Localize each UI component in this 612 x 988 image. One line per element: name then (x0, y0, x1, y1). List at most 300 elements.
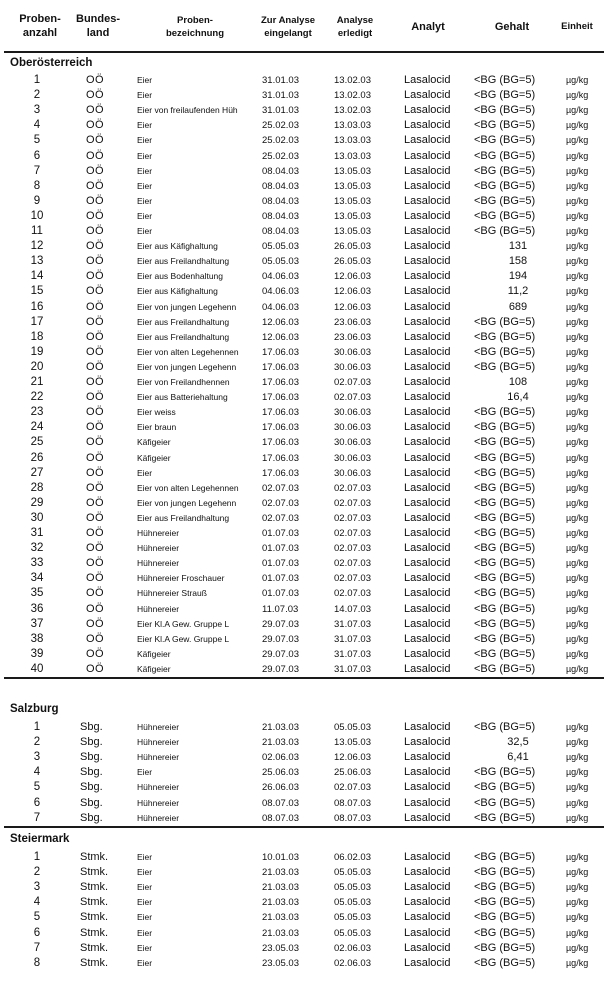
date-received: 21.03.03 (262, 912, 299, 924)
unit: µg/kg (566, 797, 589, 808)
content: <BG (BG=5) (474, 194, 536, 207)
content: <BG (BG=5) (474, 811, 536, 824)
date-received: 25.02.03 (262, 120, 299, 132)
date-received: 21.03.03 (262, 927, 299, 939)
unit: µg/kg (566, 301, 589, 312)
state: OÖ (86, 300, 105, 313)
content: <BG (BG=5) (474, 496, 536, 509)
unit: µg/kg (566, 558, 589, 569)
date-completed: 02.07.03 (334, 528, 371, 539)
table-row (0, 360, 612, 375)
unit: µg/kg (566, 867, 589, 878)
state: OÖ (86, 391, 105, 404)
sample-name: Eier (137, 867, 153, 878)
state: OÖ (86, 255, 105, 268)
sample-number: 1 (33, 74, 41, 86)
date-received: 17.06.03 (262, 407, 299, 419)
table-row (0, 526, 612, 541)
date-completed: 23.06.03 (334, 331, 371, 343)
sample-number: 7 (33, 164, 41, 177)
state: Sbg. (80, 736, 103, 749)
table-row (0, 149, 612, 164)
date-completed: 13.02.03 (334, 90, 371, 102)
analyte: Lasalocid (404, 811, 451, 824)
sample-number: 5 (33, 781, 41, 794)
unit: µg/kg (566, 437, 589, 448)
content: <BG (BG=5) (474, 406, 536, 419)
sample-number: 8 (33, 956, 41, 969)
date-completed: 08.07.03 (334, 797, 371, 809)
unit: µg/kg (566, 241, 589, 252)
analyte: Lasalocid (404, 617, 451, 630)
date-received: 25.06.03 (262, 767, 299, 779)
content: <BG (BG=5) (474, 149, 536, 162)
date-received: 01.07.03 (262, 543, 299, 555)
unit: µg/kg (566, 165, 589, 176)
content: <BG (BG=5) (474, 119, 536, 132)
date-completed: 30.06.03 (334, 346, 371, 358)
state: OÖ (86, 647, 105, 660)
date-completed: 13.03.03 (334, 135, 371, 147)
date-completed: 30.06.03 (334, 422, 371, 434)
state: OÖ (86, 225, 105, 237)
state: OÖ (86, 285, 105, 298)
date-completed: 13.03.03 (334, 120, 371, 132)
table-row (0, 420, 612, 435)
sample-number: 17 (30, 315, 44, 328)
content: <BG (BG=5) (474, 179, 536, 192)
sample-number: 26 (30, 451, 44, 464)
section-rule (4, 826, 604, 828)
analyte: Lasalocid (404, 345, 451, 358)
date-received: 17.06.03 (262, 377, 299, 388)
date-received: 31.01.03 (262, 75, 299, 86)
sample-number: 7 (33, 941, 41, 954)
content: <BG (BG=5) (474, 896, 536, 909)
analyte: Lasalocid (404, 240, 451, 253)
sample-number: 4 (33, 119, 41, 132)
state: OÖ (86, 542, 105, 555)
table-row (0, 435, 612, 450)
unit: µg/kg (566, 782, 589, 793)
content: <BG (BG=5) (474, 315, 536, 328)
content: <BG (BG=5) (474, 225, 536, 237)
sample-name: Eier Kl.A Gew. Gruppe L (137, 618, 230, 629)
sample-number: 35 (30, 587, 44, 600)
state: OÖ (86, 527, 105, 539)
sample-name: Käfigeier (137, 663, 171, 674)
sample-name: Eier (137, 195, 153, 206)
sample-name: Eier aus Bodenhaltung (137, 271, 224, 282)
state: OÖ (86, 481, 105, 494)
sample-name: Eier (137, 467, 153, 478)
table-row (0, 541, 612, 556)
sample-number: 20 (30, 360, 44, 373)
date-received: 29.07.03 (262, 633, 299, 645)
sample-number: 39 (30, 647, 44, 660)
date-received: 08.07.03 (262, 797, 299, 809)
sample-name: Eier (137, 852, 153, 862)
table-row (0, 880, 612, 895)
date-completed: 02.07.03 (334, 482, 371, 494)
table-row (0, 647, 612, 662)
content: <BG (BG=5) (474, 587, 536, 600)
date-received: 02.06.03 (262, 752, 299, 764)
analyte: Lasalocid (404, 74, 451, 86)
state: Sbg. (80, 796, 103, 809)
sample-name: Eier (137, 75, 153, 85)
content: <BG (BG=5) (474, 345, 536, 358)
content: <BG (BG=5) (474, 360, 536, 373)
content: <BG (BG=5) (474, 209, 536, 222)
sample-name: Eier von freilaufenden Hüh (137, 105, 238, 116)
state: Stmk. (80, 851, 109, 863)
date-received: 29.07.03 (262, 648, 299, 660)
table-row (0, 811, 612, 826)
unit: µg/kg (566, 180, 589, 191)
analyte: Lasalocid (404, 315, 451, 328)
content: <BG (BG=5) (474, 451, 536, 464)
content: <BG (BG=5) (474, 796, 536, 809)
header-analyt: Analyt (411, 21, 445, 33)
state: Sbg. (80, 721, 103, 733)
table-row (0, 224, 612, 239)
sample-name: Eier (137, 226, 153, 236)
table-row (0, 602, 612, 617)
sample-name: Hühnereier (137, 603, 180, 614)
analyte: Lasalocid (404, 866, 451, 879)
analyte: Lasalocid (404, 542, 451, 555)
analyte: Lasalocid (404, 557, 451, 570)
sample-name: Käfigeier (137, 452, 171, 463)
sample-number: 3 (33, 751, 41, 764)
content: <BG (BG=5) (474, 662, 536, 675)
sample-name: Hühnereier (137, 812, 180, 823)
date-completed: 13.05.03 (334, 226, 371, 237)
content: <BG (BG=5) (474, 542, 536, 555)
content: <BG (BG=5) (474, 557, 536, 570)
unit: µg/kg (566, 90, 589, 101)
sample-number: 6 (33, 149, 41, 162)
date-received: 10.01.03 (262, 852, 299, 863)
date-received: 02.07.03 (262, 482, 299, 494)
state: OÖ (86, 179, 105, 192)
sample-name: Eier aus Freilandhaltung (137, 256, 230, 267)
date-received: 26.06.03 (262, 782, 299, 794)
analyte: Lasalocid (404, 436, 451, 449)
content: <BG (BG=5) (474, 911, 536, 924)
state: OÖ (86, 74, 105, 86)
sample-number: 4 (33, 766, 41, 779)
sample-name: Eier (137, 135, 153, 146)
date-received: 08.04.03 (262, 180, 299, 192)
analyte: Lasalocid (404, 926, 451, 939)
sample-number: 30 (30, 511, 44, 524)
date-completed: 02.07.03 (334, 573, 371, 585)
date-completed: 31.07.03 (334, 648, 371, 660)
unit: µg/kg (566, 882, 589, 893)
unit: µg/kg (566, 422, 589, 433)
header-eingelangt (252, 14, 324, 40)
date-received: 01.07.03 (262, 558, 299, 570)
date-completed: 13.02.03 (334, 105, 371, 117)
state: OÖ (86, 466, 105, 479)
unit: µg/kg (566, 897, 589, 908)
date-received: 17.06.03 (262, 437, 299, 449)
analyte: Lasalocid (404, 391, 451, 404)
analyte: Lasalocid (404, 119, 451, 132)
unit: µg/kg (566, 361, 589, 372)
analyte: Lasalocid (404, 527, 451, 539)
state: OÖ (86, 104, 105, 117)
sample-name: Eier (137, 90, 153, 101)
date-received: 17.06.03 (262, 346, 299, 358)
analyte: Lasalocid (404, 466, 451, 479)
table-row (0, 895, 612, 910)
sample-number: 28 (30, 481, 44, 494)
table-row (0, 179, 612, 194)
unit: µg/kg (566, 512, 589, 523)
date-completed: 02.07.03 (334, 588, 371, 600)
date-completed: 30.06.03 (334, 407, 371, 419)
date-received: 01.07.03 (262, 588, 299, 600)
unit: µg/kg (566, 377, 589, 387)
analyte: Lasalocid (404, 270, 451, 283)
date-received: 02.07.03 (262, 497, 299, 509)
table-row (0, 556, 612, 571)
date-received: 08.04.03 (262, 226, 299, 237)
date-received: 25.02.03 (262, 150, 299, 162)
analyte: Lasalocid (404, 209, 451, 222)
unit: µg/kg (566, 105, 589, 116)
sample-number: 32 (30, 542, 44, 555)
sample-name: Eier aus Freilandhaltung (137, 331, 230, 342)
table-row (0, 164, 612, 179)
date-completed: 26.05.03 (334, 241, 371, 253)
analyte: Lasalocid (404, 721, 451, 733)
analyte: Lasalocid (404, 134, 451, 147)
table-row (0, 118, 612, 133)
date-received: 23.05.03 (262, 957, 299, 969)
table-row (0, 617, 612, 632)
unit: µg/kg (566, 75, 589, 85)
content: <BG (BG=5) (474, 481, 536, 494)
date-completed: 12.06.03 (334, 301, 371, 313)
content: <BG (BG=5) (474, 647, 536, 660)
state: OÖ (86, 451, 105, 464)
sample-number: 21 (30, 376, 44, 388)
sample-name: Käfigeier (137, 437, 171, 448)
table-row (0, 269, 612, 284)
sample-name: Eier (137, 897, 153, 908)
sample-number: 3 (33, 881, 41, 894)
sample-number: 34 (30, 572, 44, 585)
state: Stmk. (80, 866, 109, 879)
date-completed: 31.07.03 (334, 663, 371, 675)
date-completed: 13.05.03 (334, 180, 371, 192)
content: <BG (BG=5) (474, 632, 536, 645)
sample-name: Eier aus Freilandhaltung (137, 316, 230, 327)
unit: µg/kg (566, 226, 589, 236)
table-row (0, 865, 612, 880)
state: OÖ (86, 194, 105, 207)
state: OÖ (86, 119, 105, 132)
content: <BG (BG=5) (474, 421, 536, 434)
date-received: 01.07.03 (262, 573, 299, 585)
sample-number: 31 (30, 527, 44, 539)
state: OÖ (86, 496, 105, 509)
sample-number: 8 (33, 179, 41, 192)
date-completed: 13.05.03 (334, 210, 371, 222)
analyte: Lasalocid (404, 255, 451, 268)
state: OÖ (86, 315, 105, 328)
content: 194 (508, 270, 528, 283)
table-row (0, 345, 612, 360)
content: <BG (BG=5) (474, 956, 536, 969)
header-text: Proben- (19, 13, 61, 25)
unit: µg/kg (566, 452, 589, 463)
state: OÖ (86, 376, 105, 388)
analyte: Lasalocid (404, 300, 451, 313)
sample-name: Käfigeier (137, 648, 171, 659)
table-row (0, 300, 612, 315)
sample-name: Eier aus Freilandhaltung (137, 512, 230, 523)
analyte: Lasalocid (404, 376, 451, 388)
state: OÖ (86, 572, 105, 585)
content: <BG (BG=5) (474, 602, 536, 615)
analyte: Lasalocid (404, 736, 451, 749)
date-completed: 05.05.03 (334, 927, 371, 939)
date-completed: 08.07.03 (334, 812, 371, 824)
table-row (0, 239, 612, 254)
date-received: 21.03.03 (262, 722, 299, 733)
sample-name: Hühnereier (137, 543, 180, 554)
analyte: Lasalocid (404, 149, 451, 162)
unit: µg/kg (566, 482, 589, 493)
table-row (0, 662, 612, 677)
date-received: 05.05.03 (262, 241, 299, 253)
table-row (0, 780, 612, 795)
date-received: 04.06.03 (262, 301, 299, 313)
table-row (0, 73, 612, 88)
unit: µg/kg (566, 392, 589, 403)
state: OÖ (86, 270, 105, 283)
sample-number: 9 (33, 194, 41, 207)
sample-number: 11 (31, 225, 43, 237)
date-completed: 31.07.03 (334, 633, 371, 645)
analyte: Lasalocid (404, 781, 451, 794)
unit: µg/kg (566, 256, 589, 267)
header-einheit: Einheit (561, 21, 593, 32)
date-completed: 05.05.03 (334, 912, 371, 924)
table-row (0, 796, 612, 811)
state: Sbg. (80, 811, 103, 824)
sample-name: Eier (137, 150, 153, 161)
unit: µg/kg (566, 467, 589, 478)
unit: µg/kg (566, 912, 589, 923)
analyte: Lasalocid (404, 572, 451, 585)
sample-number: 25 (30, 436, 44, 449)
content: <BG (BG=5) (474, 926, 536, 939)
table-row (0, 910, 612, 925)
sample-name: Eier weiss (137, 407, 176, 418)
date-completed: 13.02.03 (334, 75, 371, 86)
table-row (0, 390, 612, 405)
sample-name: Eier (137, 210, 153, 221)
sample-name: Eier Kl.A Gew. Gruppe L (137, 633, 230, 644)
sample-number: 12 (30, 240, 44, 253)
header-text: Bundes- (76, 13, 120, 25)
content: <BG (BG=5) (474, 164, 536, 177)
table-row (0, 850, 612, 865)
date-received: 17.06.03 (262, 422, 299, 434)
content: <BG (BG=5) (474, 881, 536, 894)
state: Stmk. (80, 956, 109, 969)
table-row (0, 720, 612, 735)
date-received: 21.03.03 (262, 737, 299, 749)
unit: µg/kg (566, 497, 589, 508)
sample-name: Eier von Freilandhennen (137, 377, 230, 387)
unit: µg/kg (566, 543, 589, 554)
state: OÖ (86, 587, 105, 600)
date-completed: 13.05.03 (334, 737, 371, 749)
date-completed: 30.06.03 (334, 452, 371, 464)
sample-number: 7 (33, 811, 41, 824)
date-received: 08.07.03 (262, 812, 299, 824)
date-received: 12.06.03 (262, 316, 299, 328)
state: OÖ (86, 330, 105, 343)
unit: µg/kg (566, 286, 589, 297)
unit: µg/kg (566, 135, 589, 146)
sample-name: Hühnereier (137, 528, 180, 538)
unit: µg/kg (566, 573, 589, 584)
analyte: Lasalocid (404, 662, 451, 675)
sample-number: 16 (30, 300, 44, 313)
sample-number: 38 (30, 632, 44, 645)
date-received: 21.03.03 (262, 897, 299, 909)
content: 131 (508, 240, 528, 253)
state: OÖ (86, 134, 105, 147)
date-completed: 02.07.03 (334, 558, 371, 570)
analyte: Lasalocid (404, 941, 451, 954)
sample-name: Eier aus Batteriehaltung (137, 392, 228, 403)
date-completed: 02.07.03 (334, 497, 371, 509)
content: <BG (BG=5) (474, 74, 536, 86)
state: OÖ (86, 345, 105, 358)
unit: µg/kg (566, 210, 589, 221)
sample-number: 18 (30, 330, 44, 343)
date-received: 23.05.03 (262, 942, 299, 954)
analyte: Lasalocid (404, 179, 451, 192)
analyte: Lasalocid (404, 451, 451, 464)
sample-name: Eier (137, 120, 153, 131)
content: <BG (BG=5) (474, 941, 536, 954)
date-completed: 02.06.03 (334, 957, 371, 969)
date-received: 11.07.03 (262, 603, 299, 615)
analyte: Lasalocid (404, 647, 451, 660)
sample-number: 2 (33, 736, 41, 749)
sample-name: Eier von alten Legehennen (137, 482, 239, 493)
date-received: 05.05.03 (262, 256, 299, 268)
unit: µg/kg (566, 767, 589, 778)
sample-name: Hühnereier (137, 797, 180, 808)
date-completed: 02.06.03 (334, 942, 371, 954)
unit: µg/kg (566, 957, 589, 968)
section-rule (4, 677, 604, 679)
state: OÖ (86, 149, 105, 162)
unit: µg/kg (566, 588, 589, 599)
analyte: Lasalocid (404, 285, 451, 298)
